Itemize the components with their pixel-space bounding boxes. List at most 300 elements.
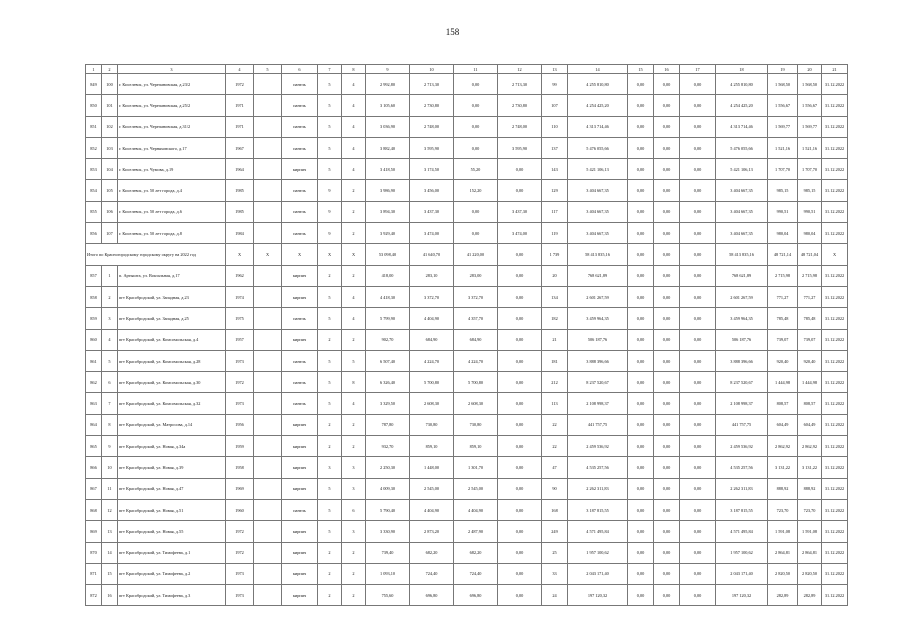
cell-col-5 [254, 499, 282, 520]
cell-floors: 2 [318, 585, 342, 606]
cell-total-cost: 3 404 667,35 [568, 180, 628, 201]
subtotal-cell: 48 721,04 [798, 244, 822, 265]
cell-floors: 5 [318, 137, 342, 158]
cell-col-5 [254, 74, 282, 95]
table-row [86, 329, 848, 350]
cell-col-15: 0,00 [628, 223, 654, 244]
cell-build-year: 1985 [226, 180, 254, 201]
cell-floors: 5 [318, 308, 342, 329]
cell-living-area: 3 456,00 [410, 180, 454, 201]
table-row [86, 159, 848, 180]
cell-max-unit-cost: 1 707,70 [798, 159, 822, 180]
cell-residents: 110 [542, 116, 568, 137]
cell-col-17: 0,00 [680, 478, 716, 499]
cell-max-unit-cost: 2 862,92 [798, 436, 822, 457]
cell-total-cost: 197 120,32 [568, 585, 628, 606]
cell-residents: 21 [542, 329, 568, 350]
cell-max-unit-cost: 739,07 [798, 329, 822, 350]
cell-floors: 2 [318, 436, 342, 457]
cell-floors: 5 [318, 74, 342, 95]
cell-total-area: 6 326,40 [366, 372, 410, 393]
cell-residents: 143 [542, 159, 568, 180]
cell-max-unit-cost: 1 556,67 [798, 95, 822, 116]
cell-row-number: 861 [86, 350, 102, 371]
cell-nonresidential-area: 0,00 [498, 478, 542, 499]
cell-wall-material: кирпич [282, 286, 318, 307]
cell-col-15: 0,00 [628, 585, 654, 606]
cell-row-number: 862 [86, 372, 102, 393]
table-row [86, 223, 848, 244]
cell-total-area: 3 330,90 [366, 521, 410, 542]
cell-col-5 [254, 308, 282, 329]
cell-floors: 9 [318, 223, 342, 244]
cell-build-year: 1972 [226, 372, 254, 393]
subtotal-cell: X [282, 244, 318, 265]
cell-col-17: 0,00 [680, 436, 716, 457]
cell-max-unit-cost: 3 131,22 [798, 457, 822, 478]
cell-deadline: 31.12.2022 [822, 499, 848, 520]
cell-col-17: 0,00 [680, 372, 716, 393]
cell-entrances: 2 [342, 223, 366, 244]
table-row [86, 563, 848, 584]
cell-build-year: 1967 [226, 137, 254, 158]
column-header: 2 [102, 65, 118, 74]
cell-entrances: 4 [342, 74, 366, 95]
cell-build-year: 1975 [226, 308, 254, 329]
cell-build-year: 1971 [226, 116, 254, 137]
cell-col-15: 0,00 [628, 542, 654, 563]
cell-build-year: 1973 [226, 563, 254, 584]
cell-local-number: 12 [102, 499, 118, 520]
cell-col-15: 0,00 [628, 201, 654, 222]
cell-floors: 2 [318, 414, 342, 435]
cell-row-number: 850 [86, 95, 102, 116]
cell-residents: 22 [542, 436, 568, 457]
cell-max-unit-cost: 771,27 [798, 286, 822, 307]
cell-residents: 113 [542, 393, 568, 414]
cell-living-area: 2 713,30 [410, 74, 454, 95]
cell-row-number: 869 [86, 521, 102, 542]
cell-row-number: 866 [86, 457, 102, 478]
column-header: 8 [342, 65, 366, 74]
cell-living-area: 2 545,00 [410, 478, 454, 499]
cell-unit-cost: 888,92 [768, 478, 798, 499]
cell-col-15: 0,00 [628, 457, 654, 478]
cell-residential-area: 55,20 [454, 159, 498, 180]
cell-col-15: 0,00 [628, 563, 654, 584]
cell-build-year: 1958 [226, 457, 254, 478]
cell-col-17: 0,00 [680, 137, 716, 158]
cell-entrances: 4 [342, 95, 366, 116]
column-header: 5 [254, 65, 282, 74]
cell-col-15: 0,00 [628, 265, 654, 286]
cell-floors: 5 [318, 286, 342, 307]
cell-total-cost: 4 255 810,80 [568, 74, 628, 95]
cell-col-16: 0,00 [654, 372, 680, 393]
cell-wall-material: панель [282, 223, 318, 244]
cell-entrances: 2 [342, 436, 366, 457]
subtotal-label: Итого по Красногородскому городскому округу на 2022 год [86, 244, 226, 265]
cell-col-16: 0,00 [654, 478, 680, 499]
cell-living-area: 2 873,20 [410, 521, 454, 542]
column-header: 1 [86, 65, 102, 74]
subtotal-cell: X [254, 244, 282, 265]
cell-col-17: 0,00 [680, 457, 716, 478]
cell-residents: 119 [542, 223, 568, 244]
column-header: 16 [654, 65, 680, 74]
cell-col-15: 0,00 [628, 95, 654, 116]
cell-wall-material: панель [282, 95, 318, 116]
cell-residential-area: 0,00 [454, 95, 498, 116]
cell-residential-area: 0,00 [454, 201, 498, 222]
cell-local-number: 4 [102, 329, 118, 350]
cell-nonresidential-area: 0,00 [498, 350, 542, 371]
cell-living-area: 2 748,00 [410, 116, 454, 137]
cell-wall-material: кирпич [282, 585, 318, 606]
column-header: 3 [118, 65, 226, 74]
cell-total-cost: 4 313 714,46 [568, 116, 628, 137]
cell-entrances: 3 [342, 521, 366, 542]
cell-build-year: 1972 [226, 521, 254, 542]
cell-col-17: 0,00 [680, 393, 716, 414]
cell-deadline: 31.12.2022 [822, 329, 848, 350]
cell-residential-area: 2 608,30 [454, 393, 498, 414]
cell-floors: 2 [318, 265, 342, 286]
cell-wall-material: панель [282, 201, 318, 222]
cell-col-15: 0,00 [628, 350, 654, 371]
cell-total-area: 5 799,90 [366, 308, 410, 329]
table-row [86, 137, 848, 158]
cell-residents: 47 [542, 457, 568, 478]
subtotal-cell: X [822, 244, 848, 265]
cell-col-16: 0,00 [654, 521, 680, 542]
cell-living-area: 4 404,90 [410, 308, 454, 329]
subtotal-cell: 0,00 [628, 244, 654, 265]
cell-row-number: 851 [86, 116, 102, 137]
cell-total-cost: 2 262 311,83 [568, 478, 628, 499]
cell-col-5 [254, 159, 282, 180]
cell-entrances: 4 [342, 308, 366, 329]
cell-unit-cost: 739,07 [768, 329, 798, 350]
cell-col-16: 0,00 [654, 563, 680, 584]
cell-residents: 90 [542, 478, 568, 499]
cell-total-area: 3 894,30 [366, 201, 410, 222]
cell-total-cost: 3 404 667,35 [568, 201, 628, 222]
cell-total-area: 6 507,40 [366, 350, 410, 371]
cell-residential-area: 4 404,90 [454, 499, 498, 520]
cell-col-16: 0,00 [654, 542, 680, 563]
cell-wall-material: кирпич [282, 436, 318, 457]
cell-residents: 182 [542, 308, 568, 329]
cell-col-17: 0,00 [680, 265, 716, 286]
cell-deadline: 31.12.2022 [822, 308, 848, 329]
cell-entrances: 2 [342, 542, 366, 563]
cell-total-cost: 3 888 396,66 [568, 350, 628, 371]
cell-wall-material: панель [282, 499, 318, 520]
cell-local-number: 15 [102, 563, 118, 584]
cell-residents: 212 [542, 372, 568, 393]
cell-local-number: 107 [102, 223, 118, 244]
cell-fund-cost: 2 601 267,59 [716, 286, 768, 307]
subtotal-cell: 0,00 [654, 244, 680, 265]
cell-residents: 20 [542, 265, 568, 286]
cell-entrances: 2 [342, 585, 366, 606]
cell-address: г. Киселевск, ул. 50 лет города, д.6 [118, 201, 226, 222]
cell-nonresidential-area: 3 474,00 [498, 223, 542, 244]
cell-address: пгт Красобродский, ул. Западная, д.23 [118, 286, 226, 307]
cell-total-area: 1 093,10 [366, 563, 410, 584]
cell-local-number: 16 [102, 585, 118, 606]
cell-residential-area: 2 487,90 [454, 521, 498, 542]
column-header: 11 [454, 65, 498, 74]
cell-residents: 25 [542, 542, 568, 563]
table-row [86, 74, 848, 95]
cell-residential-area: 283,00 [454, 265, 498, 286]
cell-total-area: 787,80 [366, 414, 410, 435]
cell-build-year: 1971 [226, 95, 254, 116]
cell-col-5 [254, 95, 282, 116]
cell-col-5 [254, 201, 282, 222]
cell-col-5 [254, 436, 282, 457]
cell-total-area: 3 418,50 [366, 159, 410, 180]
cell-nonresidential-area: 0,00 [498, 372, 542, 393]
cell-row-number: 860 [86, 329, 102, 350]
cell-address: г. Киселевск, ул. Черепановская, д.23/2 [118, 74, 226, 95]
cell-deadline: 31.12.2022 [822, 159, 848, 180]
cell-residential-area: 1 301,70 [454, 457, 498, 478]
subtotal-cell: X [226, 244, 254, 265]
cell-nonresidential-area: 2 713,30 [498, 74, 542, 95]
cell-total-cost: 506 187,76 [568, 329, 628, 350]
cell-residential-area: 730,80 [454, 414, 498, 435]
cell-col-16: 0,00 [654, 393, 680, 414]
page-number: 158 [445, 27, 460, 37]
cell-entrances: 4 [342, 159, 366, 180]
cell-wall-material: панель [282, 74, 318, 95]
cell-max-unit-cost: 785,48 [798, 308, 822, 329]
cell-build-year: 1973 [226, 350, 254, 371]
cell-build-year: 1974 [226, 286, 254, 307]
cell-max-unit-cost: 888,92 [798, 478, 822, 499]
cell-unit-cost: 990,51 [768, 201, 798, 222]
column-header: 10 [410, 65, 454, 74]
cell-nonresidential-area: 0,00 [498, 308, 542, 329]
cell-floors: 5 [318, 159, 342, 180]
cell-col-5 [254, 414, 282, 435]
cell-living-area: 724,40 [410, 563, 454, 584]
cell-local-number: 1 [102, 265, 118, 286]
column-header: 20 [798, 65, 822, 74]
cell-floors: 2 [318, 542, 342, 563]
cell-wall-material: кирпич [282, 478, 318, 499]
cell-deadline: 31.12.2022 [822, 457, 848, 478]
cell-wall-material: панель [282, 180, 318, 201]
cell-wall-material: панель [282, 350, 318, 371]
cell-wall-material: панель [282, 308, 318, 329]
cell-build-year: 1973 [226, 393, 254, 414]
cell-col-16: 0,00 [654, 329, 680, 350]
cell-address: пгт Красобродский, ул. Комсомольская, д.4 [118, 329, 226, 350]
cell-address: г. Киселевск, ул. Чумова, д.19 [118, 159, 226, 180]
cell-address: пгт Красобродский, ул. Новая, д.55 [118, 521, 226, 542]
cell-col-5 [254, 137, 282, 158]
cell-residential-area: 5 700,80 [454, 372, 498, 393]
cell-col-15: 0,00 [628, 436, 654, 457]
cell-deadline: 31.12.2022 [822, 265, 848, 286]
subtotal-row [86, 244, 848, 265]
cell-col-16: 0,00 [654, 499, 680, 520]
cell-local-number: 5 [102, 350, 118, 371]
cell-col-16: 0,00 [654, 116, 680, 137]
cell-address: г. Киселевск, ул. Черняховского, д.17 [118, 137, 226, 158]
cell-entrances: 3 [342, 478, 366, 499]
cell-local-number: 8 [102, 414, 118, 435]
subtotal-cell: 0,00 [680, 244, 716, 265]
cell-deadline: 31.12.2022 [822, 563, 848, 584]
cell-residents: 129 [542, 180, 568, 201]
cell-unit-cost: 2 862,92 [768, 436, 798, 457]
cell-row-number: 867 [86, 478, 102, 499]
cell-wall-material: кирпич [282, 159, 318, 180]
cell-wall-material: кирпич [282, 521, 318, 542]
cell-fund-cost: 1 957 100,62 [716, 542, 768, 563]
housing-register-table [85, 64, 848, 606]
cell-col-5 [254, 478, 282, 499]
cell-local-number: 103 [102, 137, 118, 158]
cell-floors: 3 [318, 457, 342, 478]
cell-total-area: 739,40 [366, 542, 410, 563]
cell-total-area: 5 790,40 [366, 499, 410, 520]
cell-nonresidential-area: 0,00 [498, 159, 542, 180]
cell-col-16: 0,00 [654, 585, 680, 606]
cell-col-17: 0,00 [680, 414, 716, 435]
cell-col-16: 0,00 [654, 308, 680, 329]
cell-build-year: 1956 [226, 414, 254, 435]
cell-fund-cost: 441 757,75 [716, 414, 768, 435]
cell-deadline: 31.12.2022 [822, 436, 848, 457]
cell-entrances: 2 [342, 563, 366, 584]
cell-nonresidential-area: 0,00 [498, 393, 542, 414]
cell-fund-cost: 3 404 667,35 [716, 201, 768, 222]
cell-fund-cost: 4 571 495,84 [716, 521, 768, 542]
cell-unit-cost: 2 820,50 [768, 563, 798, 584]
cell-residential-area: 3 372,70 [454, 286, 498, 307]
cell-nonresidential-area: 0,00 [498, 585, 542, 606]
cell-fund-cost: 3 404 667,35 [716, 180, 768, 201]
cell-local-number: 11 [102, 478, 118, 499]
cell-nonresidential-area: 0,00 [498, 414, 542, 435]
cell-local-number: 2 [102, 286, 118, 307]
cell-fund-cost: 2 108 998,37 [716, 393, 768, 414]
column-header: 4 [226, 65, 254, 74]
cell-total-area: 2 250,30 [366, 457, 410, 478]
cell-living-area: 4 224,70 [410, 350, 454, 371]
cell-col-15: 0,00 [628, 159, 654, 180]
cell-residents: 117 [542, 201, 568, 222]
cell-entrances: 2 [342, 329, 366, 350]
cell-total-area: 4 009,30 [366, 478, 410, 499]
cell-local-number: 9 [102, 436, 118, 457]
cell-nonresidential-area: 2 730,80 [498, 95, 542, 116]
subtotal-cell: X [342, 244, 366, 265]
column-header: 21 [822, 65, 848, 74]
table-row [86, 436, 848, 457]
cell-deadline: 31.12.2022 [822, 223, 848, 244]
cell-residents: 249 [542, 521, 568, 542]
cell-residents: 107 [542, 95, 568, 116]
cell-col-16: 0,00 [654, 457, 680, 478]
cell-nonresidential-area: 3 437,30 [498, 201, 542, 222]
cell-col-17: 0,00 [680, 286, 716, 307]
cell-address: пгт Красобродский, ул. Новая, д.47 [118, 478, 226, 499]
cell-living-area: 283,10 [410, 265, 454, 286]
cell-floors: 5 [318, 95, 342, 116]
cell-total-area: 3 929,40 [366, 223, 410, 244]
cell-floors: 5 [318, 499, 342, 520]
column-header: 17 [680, 65, 716, 74]
cell-address: пгт Красобродский, ул. Матросова, д.14 [118, 414, 226, 435]
cell-wall-material: кирпич [282, 563, 318, 584]
cell-total-cost: 2 043 171,40 [568, 563, 628, 584]
cell-build-year: 1959 [226, 436, 254, 457]
cell-address: пгт Красобродский, ул. Комсомольская, д.32 [118, 393, 226, 414]
cell-nonresidential-area: 0,00 [498, 542, 542, 563]
cell-nonresidential-area: 0,00 [498, 180, 542, 201]
cell-total-cost: 4 571 495,84 [568, 521, 628, 542]
cell-entrances: 4 [342, 116, 366, 137]
cell-local-number: 13 [102, 521, 118, 542]
cell-nonresidential-area: 0,00 [498, 499, 542, 520]
cell-col-5 [254, 542, 282, 563]
cell-total-cost: 3 404 667,35 [568, 223, 628, 244]
cell-unit-cost: 1 591,08 [768, 521, 798, 542]
cell-entrances: 2 [342, 201, 366, 222]
column-header: 14 [568, 65, 628, 74]
cell-local-number: 105 [102, 180, 118, 201]
cell-col-5 [254, 350, 282, 371]
cell-local-number: 104 [102, 159, 118, 180]
cell-row-number: 858 [86, 286, 102, 307]
cell-col-17: 0,00 [680, 521, 716, 542]
cell-floors: 5 [318, 478, 342, 499]
cell-fund-cost: 8 237 520,67 [716, 372, 768, 393]
cell-row-number: 864 [86, 414, 102, 435]
cell-living-area: 859,10 [410, 436, 454, 457]
cell-total-area: 902,70 [366, 329, 410, 350]
cell-living-area: 730,80 [410, 414, 454, 435]
cell-col-15: 0,00 [628, 372, 654, 393]
cell-max-unit-cost: 2 715,98 [798, 265, 822, 286]
cell-deadline: 31.12.2022 [822, 116, 848, 137]
cell-entrances: 8 [342, 372, 366, 393]
subtotal-cell: 58 413 835,16 [568, 244, 628, 265]
cell-max-unit-cost: 1 521,16 [798, 137, 822, 158]
cell-total-cost: 2 459 536,92 [568, 436, 628, 457]
cell-max-unit-cost: 980,04 [798, 223, 822, 244]
cell-deadline: 31.12.2022 [822, 180, 848, 201]
cell-living-area: 4 404,90 [410, 499, 454, 520]
cell-col-17: 0,00 [680, 563, 716, 584]
cell-build-year: 1984 [226, 223, 254, 244]
cell-residential-area: 4 224,70 [454, 350, 498, 371]
cell-nonresidential-area: 0,00 [498, 329, 542, 350]
cell-floors: 9 [318, 201, 342, 222]
cell-entrances: 2 [342, 414, 366, 435]
cell-total-cost: 4 254 425,20 [568, 95, 628, 116]
column-header: 6 [282, 65, 318, 74]
cell-row-number: 855 [86, 201, 102, 222]
cell-unit-cost: 985,15 [768, 180, 798, 201]
